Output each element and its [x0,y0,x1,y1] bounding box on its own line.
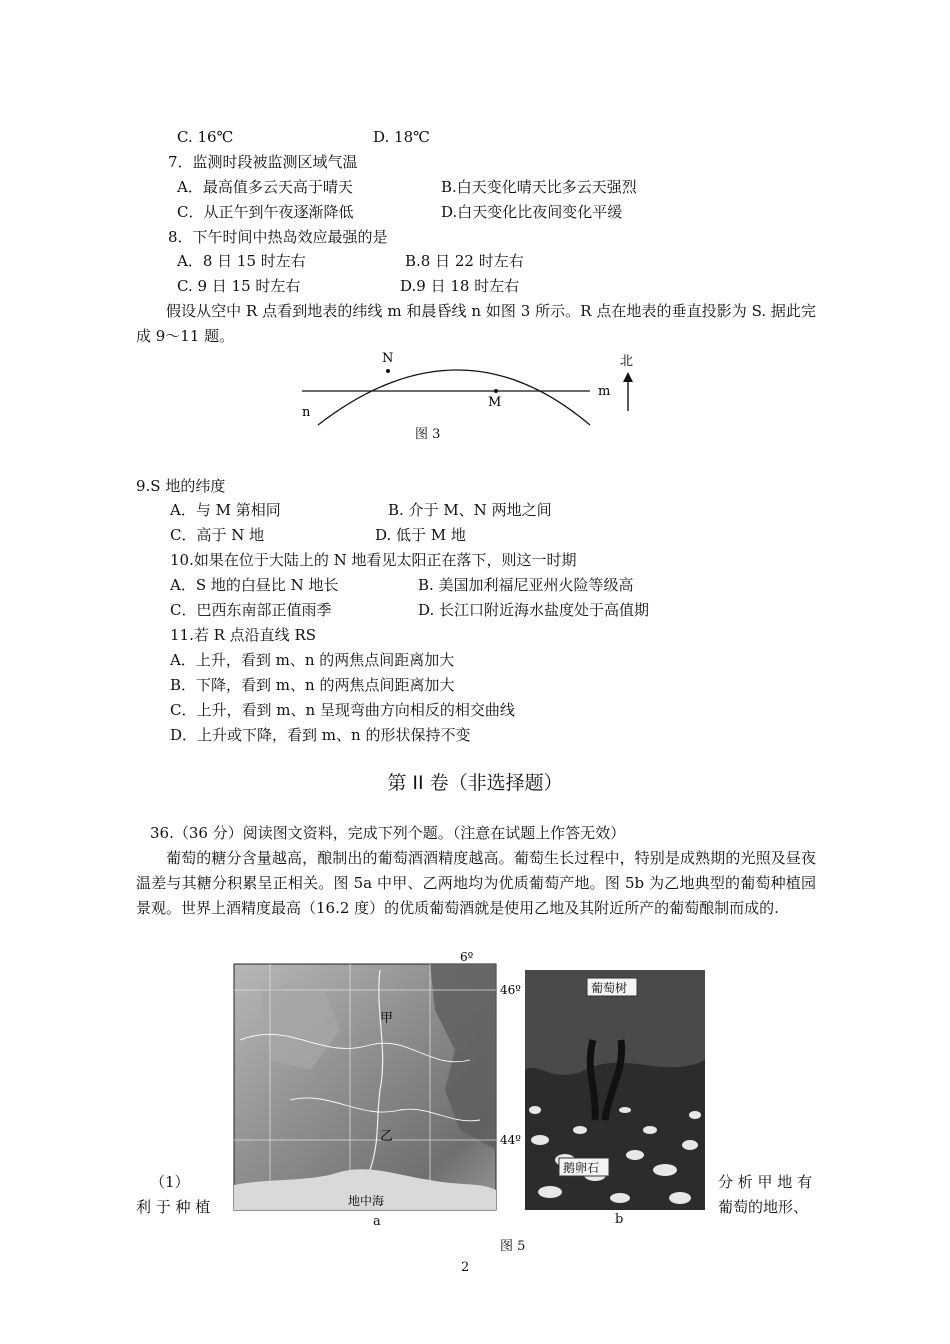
place-yi: 乙 [380,1129,394,1144]
terminator-curve-n [318,370,590,425]
point-m-dot [494,389,498,393]
page-number: 2 [461,1260,470,1275]
figure-5b-label: b [615,1212,624,1227]
figure-3-caption: 图 3 [415,427,441,442]
q8-option-c: C. 9 日 15 时左右 [177,277,301,295]
q9-option-a: A．与 M 第相同 [170,501,281,519]
q9-option-b: B. 介于 M、N 两地之间 [388,501,552,519]
q7-option-b: B.白天变化晴天比多云天强烈 [441,178,637,196]
q36-sub1-left: （1） [150,1173,190,1191]
q36-paragraph: 葡萄的糖分含量越高，酿制出的葡萄酒酒精度越高。葡萄生长过程中，特别是成熟期的光照及昼夜温差与其糖分积累呈正相关。图 5a 中甲、乙两地均为优质葡萄产地。图 5b 为乙地典型的葡萄种植园景观。世界上酒精度最高（16.2 度）的优质葡萄酒就是使用乙地及其附近所产的葡萄酿制而成的. [136,849,816,917]
label-n: n [302,405,311,420]
q11-stem: 11.若 R 点沿直线 RS [170,626,317,644]
q11-option-d: D．上升或下降，看到 m、n 的形状保持不变 [170,726,471,744]
figure-5a-label: a [373,1214,381,1229]
point-n-dot [386,369,390,373]
label-m: m [598,384,611,399]
north-label: 北 [620,354,634,369]
north-arrow-head-icon [623,372,633,382]
q6-option-d: D. 18℃ [373,128,430,146]
label-N: N [382,351,394,366]
q7-option-d: D.白天变化比夜间变化平缓 [441,203,623,221]
tag-grapevine: 葡萄树 [591,981,628,995]
q11-option-b: B．下降，看到 m、n 的两焦点间距离加大 [170,676,455,694]
lon-label: 6º [460,950,474,964]
lat-label-top: 46º [500,983,521,997]
q36-sub1-right2: 葡萄的地形、 [718,1198,809,1216]
q9-option-d: D. 低于 M 地 [375,526,466,544]
lat-label-bottom: 44º [500,1133,521,1147]
section-title: 第 II 卷（非选择题） [387,772,563,794]
q36-header: 36.（36 分）阅读图文资料，完成下列个题。（注意在试题上作答无效） [150,824,626,842]
figure-5b-photo [525,970,705,1210]
q8-stem: 8．下午时间中热岛效应最强的是 [168,228,388,246]
q7-option-c: C．从正午到午夜逐渐降低 [177,203,354,221]
q8-option-d: D.9 日 18 时左右 [400,277,520,295]
q9-stem: 9.S 地的纬度 [136,477,226,495]
q36-sub1-left2: 利 于 种 植 [136,1198,211,1216]
q9-option-c: C．高于 N 地 [170,526,265,544]
figure-5-caption: 图 5 [500,1239,526,1254]
q36-sub1-right: 分 析 甲 地 有 [718,1173,813,1191]
q10-option-a: A．S 地的白昼比 N 地长 [170,576,339,594]
figure-5a-map [230,950,530,1220]
q10-option-c: C．巴西东南部正值雨季 [170,601,332,619]
tag-pebbles: 鹅卵石 [563,1161,600,1175]
q8-option-a: A．8 日 15 时左右 [177,252,306,270]
place-jia: 甲 [380,1011,394,1026]
q11-option-a: A．上升，看到 m、n 的两焦点间距离加大 [170,651,455,669]
figure-3 [290,345,650,445]
q7-option-a: A．最高值多云天高于晴天 [177,178,353,196]
q11-option-c: C．上升，看到 m、n 呈现弯曲方向相反的相交曲线 [170,701,515,719]
q10-stem: 10.如果在位于大陆上的 N 地看见太阳正在落下，则这一时期 [170,551,577,569]
sea-label: 地中海 [348,1194,385,1208]
q6-option-c: C. 16℃ [177,128,234,146]
intro-9-11: 假设从空中 R 点看到地表的纬线 m 和晨昏线 n 如图 3 所示。R 点在地表的垂直投影为 S. 据此完成 9～11 题。 [136,302,816,345]
q8-option-b: B.8 日 22 时左右 [405,252,524,270]
label-M: M [488,395,502,410]
q10-option-b: B. 美国加利福尼亚州火险等级高 [418,576,634,594]
q10-option-d: D. 长江口附近海水盐度处于高值期 [418,601,650,619]
q7-stem: 7．监测时段被监测区域气温 [168,153,358,171]
